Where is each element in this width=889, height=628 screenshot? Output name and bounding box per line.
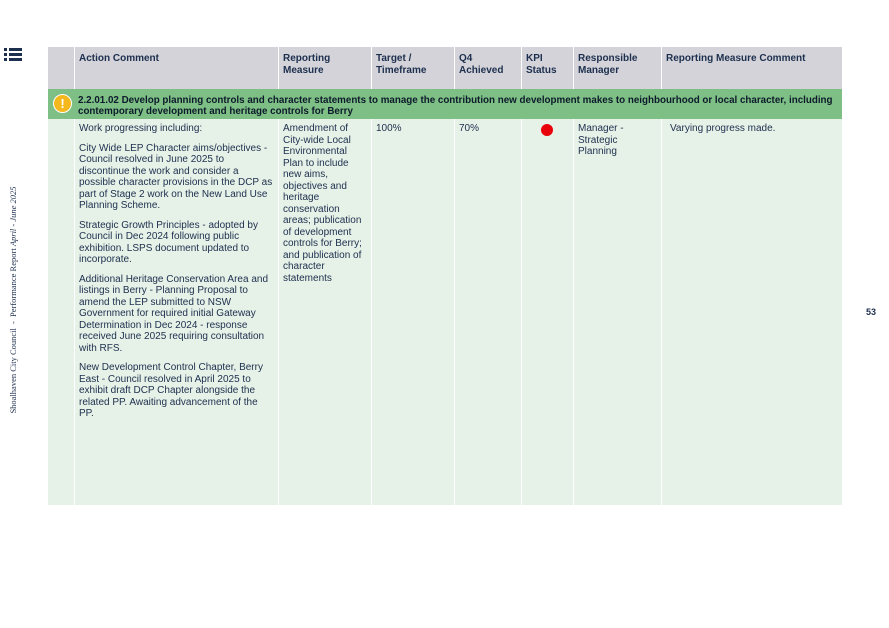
cell-target: 100% (371, 119, 454, 505)
header-reporting-measure: Reporting Measure (278, 47, 371, 89)
side-title-period: April - June 2025 (8, 186, 18, 247)
comment-paragraph: City Wide LEP Character aims/objectives - Council resolved in June 2025 to discontinue the work and consider a possible character provisions in the DCP as part of Stage 2 work on the New Land Use Planning Scheme. (79, 142, 273, 211)
side-title-org: Shoalhaven City Council (8, 328, 18, 414)
cell-achieved: 70% (454, 119, 521, 505)
cell-reporting-measure: Amendment of City-wide Local Environmental Plan to include new aims, objectives and heritage conservation areas; publication of development controls for Berry; and publication of character statements (278, 119, 371, 505)
header-responsible-manager: Responsible Manager (573, 47, 661, 89)
cell-responsible-manager: Manager - Strategic Planning (573, 119, 661, 505)
side-title-separator: - (8, 321, 18, 324)
cell-kpi-status (521, 119, 573, 505)
comment-paragraph: Work progressing including: (79, 123, 203, 134)
header-kpi-status: KPI Status (521, 47, 573, 89)
side-report-title (8, 186, 18, 413)
kpi-status-dot (541, 124, 553, 136)
page-number: 53 (866, 307, 877, 317)
comment-paragraph: Additional Heritage Conservation Area and listings in Berry - Planning Proposal to amend the LEP submitted to NSW Government for required initial Gateway Determination in Dec 2024 - response received June 2025 requiring consultation with RFS. (79, 273, 269, 354)
cell-action-comment (74, 119, 278, 505)
warning-icon: ! (53, 94, 72, 113)
performance-table (48, 47, 842, 505)
cell-measure-comment: Varying progress made. (661, 119, 842, 505)
table-header-row (48, 47, 842, 89)
header-target-timeframe: Target / Timeframe (371, 47, 454, 89)
header-action-comment: Action Comment (74, 47, 278, 89)
side-title-report: Performance Report (8, 248, 18, 317)
action-title-row (48, 89, 842, 119)
header-measure-comment: Reporting Measure Comment (661, 47, 842, 89)
comment-paragraph: New Development Control Chapter, Berry East - Council resolved in April 2025 to exhibit draft DCP Chapter alongside the related PP. Awaiting advancement of the PP. (79, 362, 263, 419)
action-title: 2.2.01.02 Develop planning controls and character statements to manage the contribution new development makes to neighbourhood or local character, including contemporary development and heritage controls for Berry (78, 95, 833, 117)
comment-paragraph: Strategic Growth Principles - adopted by Council in Dec 2024 following public exhibition. LSPS document updated to incorporate. (79, 219, 258, 265)
menu-icon[interactable] (4, 48, 22, 62)
header-q4-achieved: Q4 Achieved (454, 47, 521, 89)
table-row (48, 119, 842, 505)
